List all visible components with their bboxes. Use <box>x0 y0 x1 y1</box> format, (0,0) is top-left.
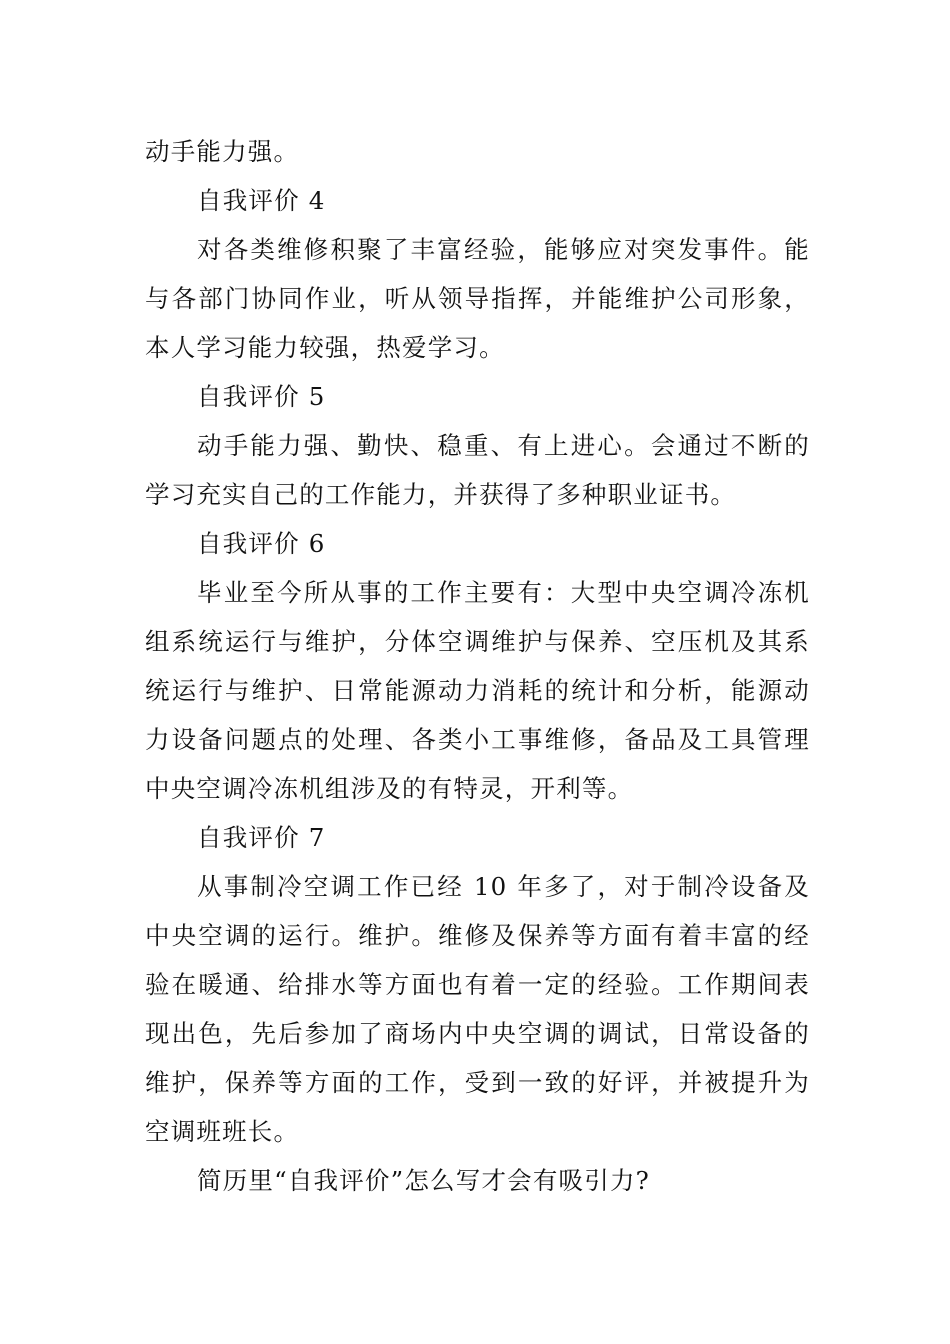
section-heading-4: 自我评价 4 <box>197 186 326 215</box>
section-heading-6: 自我评价 6 <box>197 529 326 558</box>
paragraph-evaluation-4: 对各类维修积聚了丰富经验，能够应对突发事件。能与各部门协同作业，听从领导指挥，并能维护公司形象，本人学习能力较强，热爱学习。 <box>145 235 810 362</box>
paragraph-evaluation-7: 从事制冷空调工作已经 10 年多了，对于制冷设备及中央空调的运行。维护。维修及保养等方面有着丰富的经验在暖通、给排水等方面也有着一定的经验。工作期间表现出色，先后参加了商场内中央空调的调试，日常设备的维护，保养等方面的工作，受到一致的好评，并被提升为空调班班长。 <box>145 872 810 1146</box>
document-body <box>145 127 810 1205</box>
section-heading-7: 自我评价 7 <box>197 823 326 852</box>
paragraph-evaluation-6: 毕业至今所从事的工作主要有：大型中央空调冷冻机组系统运行与维护，分体空调维护与保养、空压机及其系统运行与维护、日常能源动力消耗的统计和分析，能源动力设备问题点的处理、各类小工事维修，备品及工具管理中央空调冷冻机组涉及的有特灵，开利等。 <box>145 578 810 803</box>
section-heading-5: 自我评价 5 <box>197 382 326 411</box>
paragraph-continuation: 动手能力强。 <box>145 137 300 166</box>
question-heading: 简历里“自我评价”怎么写才会有吸引力? <box>197 1166 650 1195</box>
paragraph-evaluation-5: 动手能力强、勤快、稳重、有上进心。会通过不断的学习充实自己的工作能力，并获得了多种职业证书。 <box>145 431 810 509</box>
